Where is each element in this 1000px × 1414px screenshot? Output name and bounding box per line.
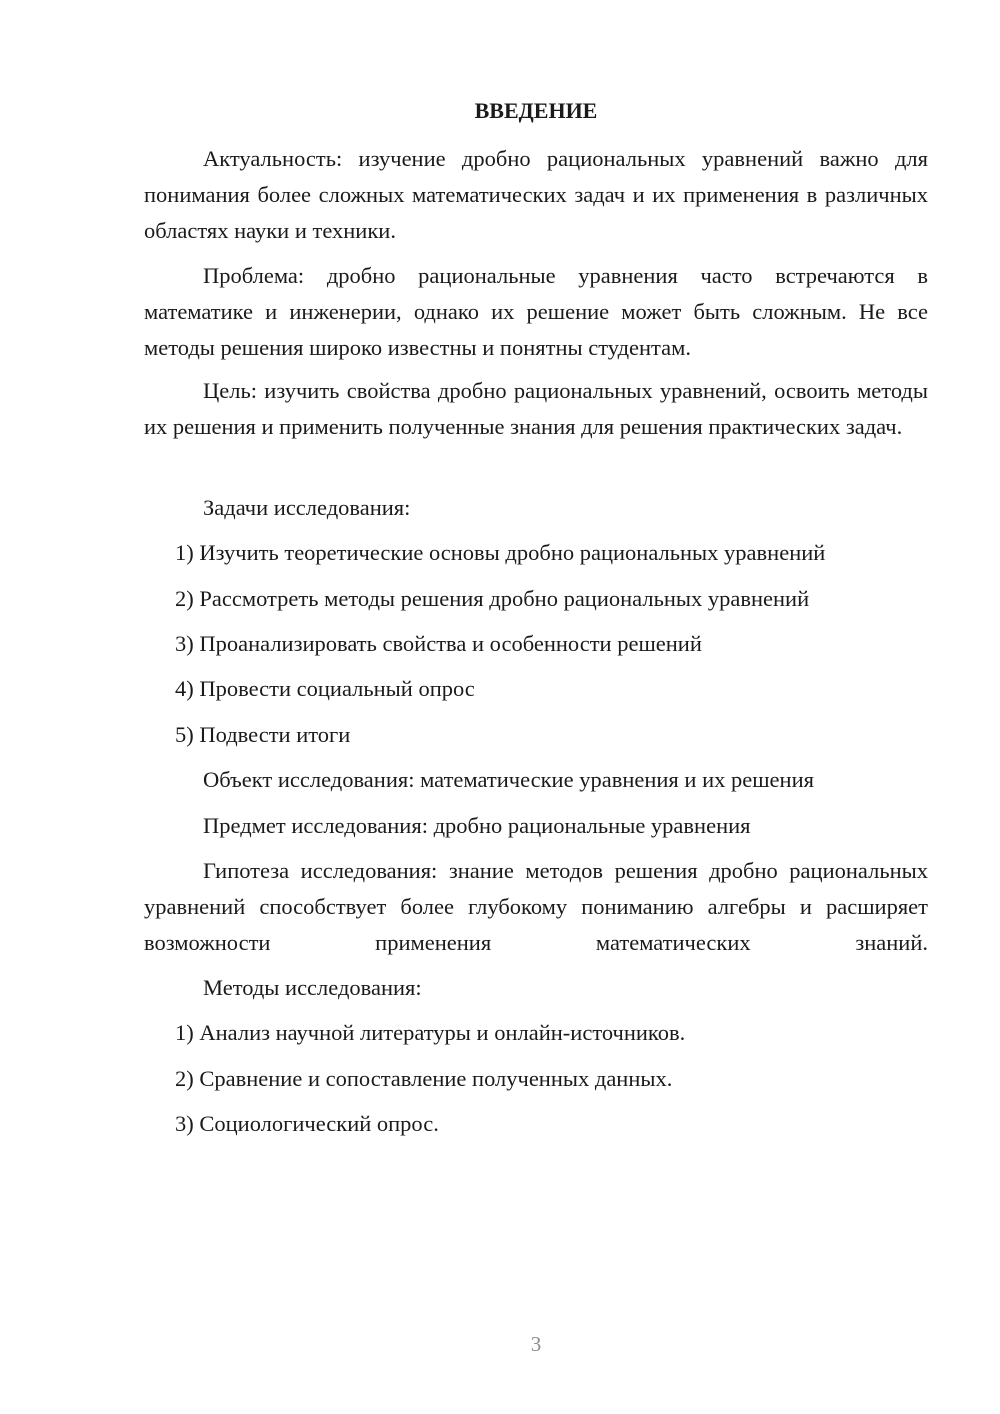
task-item: 5) Подвести итоги — [175, 722, 351, 747]
task-item: 2) Рассмотреть методы решения дробно рациональных уравнений — [175, 586, 810, 611]
method-item: 3) Социологический опрос. — [175, 1111, 439, 1136]
relevance-paragraph: Актуальность: изучение дробно рациональных уравнений важно для понимания более сложных математических задач и их применения в различных областях науки и техники. — [144, 146, 928, 243]
tasks-title: Задачи исследования: — [203, 495, 411, 520]
task-item: 4) Провести социальный опрос — [175, 676, 475, 701]
hypothesis-paragraph: Гипотеза исследования: знание методов решения дробно рациональных уравнений способствует более глубокому пониманию алгебры и расширяет возможности применения математических знаний. — [144, 858, 928, 955]
methods-title: Методы исследования: — [203, 975, 422, 1000]
section-heading: ВВЕДЕНИЕ — [474, 98, 598, 123]
method-item: 2) Сравнение и сопоставление полученных данных. — [175, 1066, 673, 1091]
goal-paragraph: Цель: изучить свойства дробно рациональных уравнений, освоить методы их решения и применить полученные знания для решения практических задач. — [144, 378, 928, 439]
method-item: 1) Анализ научной литературы и онлайн-источников. — [175, 1020, 686, 1045]
object-line: Объект исследования: математические уравнения и их решения — [203, 767, 814, 792]
subject-line: Предмет исследования: дробно рациональные уравнения — [203, 813, 751, 838]
task-item: 3) Проанализировать свойства и особенности решений — [175, 631, 702, 656]
page-number: 3 — [530, 1332, 542, 1356]
task-item: 1) Изучить теоретические основы дробно рациональных уравнений — [175, 540, 826, 565]
problem-paragraph: Проблема: дробно рациональные уравнения часто встречаются в математике и инженерии, однако их решение может быть сложным. Не все методы решения широко известны и понятны студентам. — [144, 263, 928, 360]
